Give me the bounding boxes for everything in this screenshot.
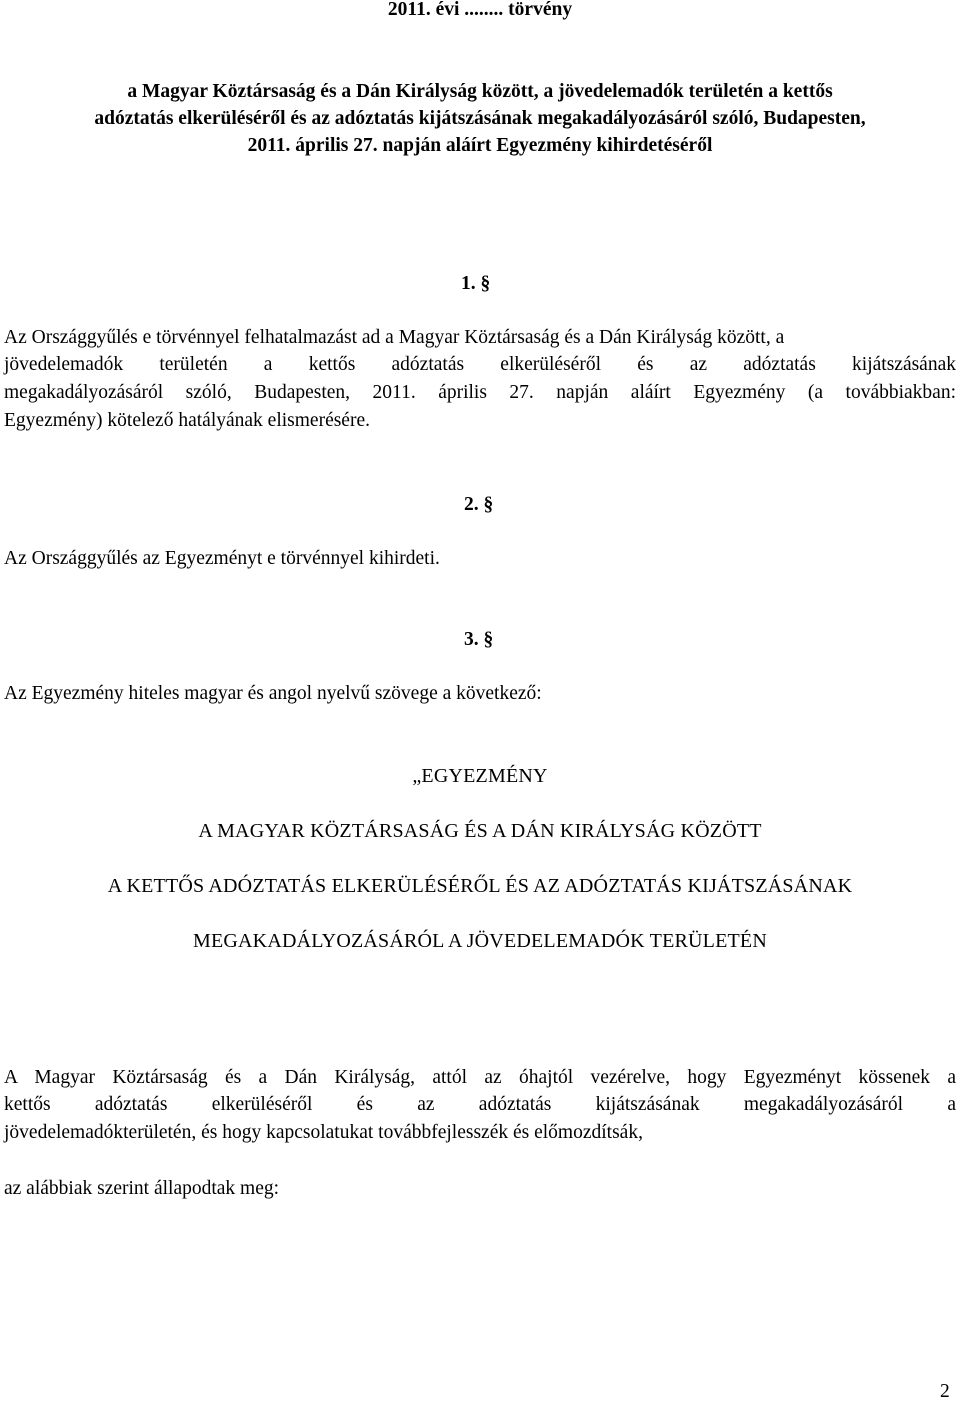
section-1-line-3: megakadályozásáról szóló, Budapesten, 2011. április 27. napján aláírt Egyezmény (a továbbiakban:: [4, 382, 956, 403]
preamble-line-2: kettős adóztatás elkerüléséről és az adóztatás kijátszásának megakadályozásáról a: [4, 1094, 956, 1115]
section-1-line-1-text: Az Országgyűlés e törvénnyel felhatalmazást ad a Magyar Köztársaság és a Dán Királyság között, a: [4, 327, 785, 348]
section-2-line-1: Az Országgyűlés az Egyezményt e törvénnyel kihirdeti.: [4, 548, 440, 569]
section-1-number: 1. §: [461, 273, 491, 294]
section-1-line-4: Egyezmény) kötelező hatályának elismerésére.: [4, 410, 370, 431]
agreement-line: az alábbiak szerint állapodtak meg:: [4, 1178, 280, 1199]
page-number: 2: [940, 1381, 950, 1402]
section-1-line-2: jövedelemadók területén a kettős adóztatás elkerüléséről és az adóztatás kijátszásának: [4, 354, 956, 375]
section-3-number: 3. §: [464, 629, 494, 650]
section-2-number: 2. §: [464, 494, 494, 515]
convention-heading-1: „EGYEZMÉNY: [412, 765, 548, 787]
section-3-line-1: Az Egyezmény hiteles magyar és angol nyelvű szövege a következő:: [4, 683, 542, 704]
law-title: 2011. évi ........ törvény: [387, 0, 573, 20]
convention-heading-3: A KETTŐS ADÓZTATÁS ELKERÜLÉSÉRŐL ÉS AZ ADÓZTATÁS KIJÁTSZÁSÁNAK: [107, 875, 853, 897]
title-line-1: a Magyar Köztársaság és a Dán Királyság között, a jövedelemadók területén a kettős: [127, 81, 833, 102]
title-line-3: 2011. április 27. napján aláírt Egyezmény kihirdetéséről: [247, 135, 713, 156]
preamble-line-1: A Magyar Köztársaság és a Dán Királyság, attól az óhajtól vezérelve, hogy Egyezményt kössenek a: [4, 1067, 956, 1088]
section-1-line-1: [4, 326, 956, 350]
preamble-line-3: jövedelemadókterületén, és hogy kapcsolatukat továbbfejlesszék és előmozdítsák,: [4, 1122, 643, 1143]
title-line-2: adóztatás elkerüléséről és az adóztatás kijátszásának megakadályozásáról szóló, Budapesten,: [94, 108, 866, 129]
convention-heading-2: A MAGYAR KÖZTÁRSASÁG ÉS A DÁN KIRÁLYSÁG KÖZÖTT: [198, 820, 762, 842]
convention-heading-4: MEGAKADÁLYOZÁSÁRÓL A JÖVEDELEMADÓK TERÜLETÉN: [193, 930, 767, 952]
